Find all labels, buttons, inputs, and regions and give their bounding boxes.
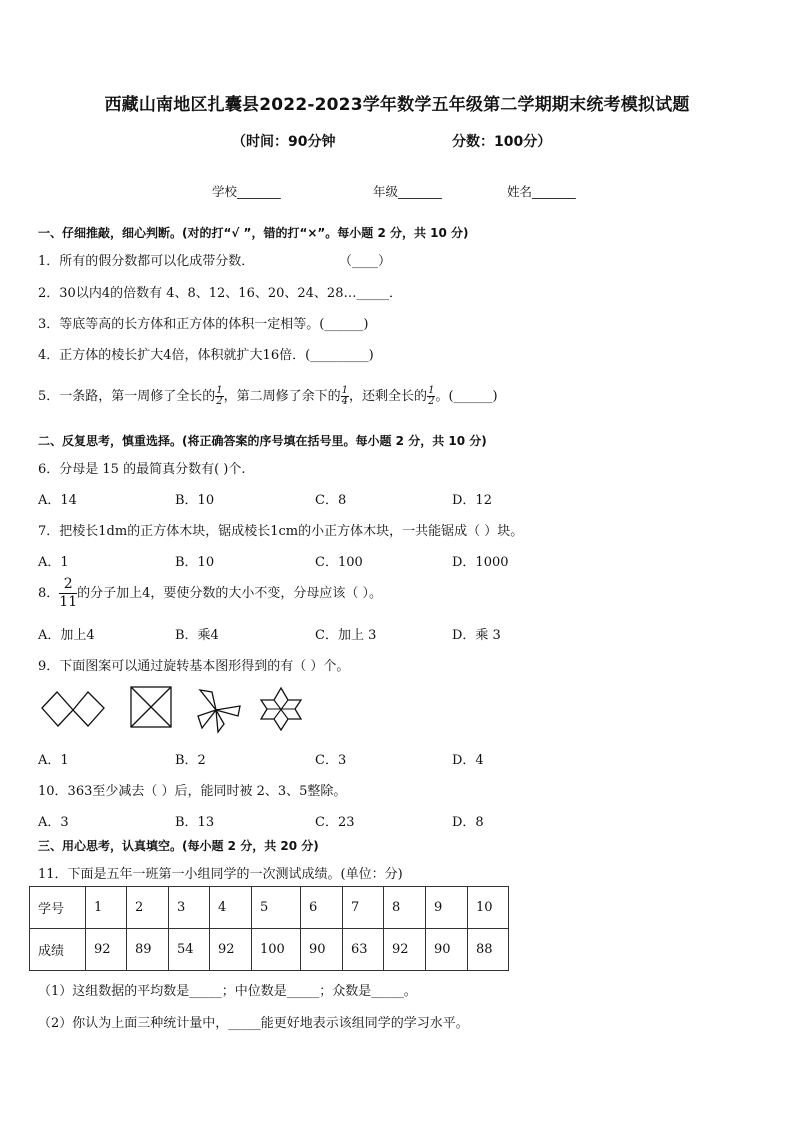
exam-time: （时间：90分钟: [232, 134, 336, 150]
table-cell: 92: [210, 929, 252, 971]
table-cell: 54: [169, 929, 210, 971]
school-field: 学校_______: [212, 184, 281, 199]
q7-option-c: C．100: [315, 555, 363, 570]
fraction-numerator: 2: [59, 576, 77, 594]
table-cell: 63: [343, 929, 384, 971]
section-2-heading: 二、反复思考，慎重选择。(将正确答案的序号填在括号里。每小题 2 分，共 10 分): [38, 434, 487, 448]
fraction-denominator: 11: [59, 594, 78, 610]
q7-option-b: B．10: [175, 555, 215, 570]
question-4: 4．正方体的棱长扩大4倍，体积就扩大16倍．(_________): [38, 348, 374, 363]
table-cell: 8: [384, 887, 426, 929]
question-10: 10．363至少减去（ ）后，能同时被 2、3、5整除。: [38, 784, 347, 799]
fraction-denominator: 2: [216, 396, 223, 407]
fraction: [215, 386, 223, 407]
question-2: 2．30以内4的倍数有 4、8、12、16、20、24、28…_____．: [38, 286, 402, 301]
question-11-part-1: （1）这组数据的平均数是_____；中位数是_____；众数是_____。: [38, 984, 417, 999]
fraction: [59, 576, 77, 611]
fraction: [341, 386, 349, 407]
table-cell: 10: [468, 887, 509, 929]
question-9: 9．下面图案可以通过旋转基本图形得到的有（ ）个。: [38, 659, 350, 674]
grade-field: 年级_______: [373, 184, 442, 199]
table-row: [30, 887, 509, 929]
question-8-prefix: 8．: [38, 586, 60, 601]
question-6: 6．分母是 15 的最简真分数有( )个.: [38, 462, 246, 477]
question-1-blank: （____）: [339, 254, 392, 269]
q6-option-a: A．14: [38, 493, 77, 508]
q10-option-b: B．13: [175, 815, 215, 830]
q10-option-d: D．8: [452, 815, 484, 830]
question-7: 7．把棱长1dm的正方体木块，锯成棱长1cm的小正方体木块，一共能锯成（ ）块。: [38, 524, 524, 539]
q10-option-a: A．3: [38, 815, 69, 830]
section-3-heading: 三、用心思考，认真填空。(每小题 2 分，共 20 分): [38, 839, 319, 853]
table-cell: 1: [86, 887, 127, 929]
table-cell: 3: [169, 887, 210, 929]
section-1-heading: 一、仔细推敲，细心判断。(对的打“√ ”，错的打“×”。每小题 2 分，共 10 分): [38, 226, 469, 240]
table-cell: 90: [426, 929, 468, 971]
figure-six-point-star: [258, 686, 304, 732]
q7-option-a: A．1: [38, 555, 69, 570]
fraction-numerator: 1: [341, 385, 349, 396]
q8-option-b: B．乘4: [175, 628, 219, 643]
q9-option-c: C．3: [315, 753, 347, 768]
question-5-part-d: 。(______): [435, 389, 498, 404]
table-row: [30, 929, 509, 971]
q10-option-c: C．23: [315, 815, 355, 830]
table-cell: 2: [127, 887, 169, 929]
table-cell: 90: [301, 929, 343, 971]
score-table: [29, 886, 509, 971]
q9-option-a: A．1: [38, 753, 69, 768]
page-title: 西藏山南地区扎囊县2022-2023学年数学五年级第二学期期末统考模拟试题: [104, 95, 690, 115]
q9-option-b: B．2: [175, 753, 206, 768]
figure-pinwheel: [194, 686, 244, 734]
exam-score: 分数：100分）: [452, 134, 552, 150]
fraction-denominator: 4: [341, 396, 349, 407]
question-3: 3．等底等高的长方体和正方体的体积一定相等。(______): [38, 317, 369, 332]
q6-option-b: B．10: [175, 493, 215, 508]
question-8: [38, 576, 382, 611]
table-cell: 89: [127, 929, 169, 971]
question-11: 11．下面是五年一班第一小组同学的一次测试成绩。(单位：分): [38, 867, 403, 882]
figure-two-squares: [40, 686, 106, 730]
q6-option-d: D．12: [452, 493, 492, 508]
table-cell: 5: [252, 887, 301, 929]
fraction-numerator: 1: [428, 385, 435, 396]
q8-option-a: A．加上4: [38, 628, 95, 643]
table-cell: 100: [252, 929, 301, 971]
table-cell: 4: [210, 887, 252, 929]
table-cell: 9: [426, 887, 468, 929]
question-5: [38, 385, 498, 407]
table-cell: 88: [468, 929, 509, 971]
table-cell: 92: [86, 929, 127, 971]
q8-option-d: D．乘 3: [452, 628, 501, 643]
fraction-numerator: 1: [216, 385, 223, 396]
name-field: 姓名_______: [507, 184, 576, 199]
question-1: 1．所有的假分数都可以化成带分数．: [38, 254, 255, 269]
figure-square-diagonals: [130, 686, 172, 728]
q7-option-d: D．1000: [452, 555, 509, 570]
question-5-part-b: ，第二周修了余下的: [223, 389, 341, 404]
table-cell: 6: [301, 887, 343, 929]
table-cell: 学号: [30, 887, 86, 929]
q8-option-c: C．加上 3: [315, 628, 377, 643]
table-cell: 7: [343, 887, 384, 929]
question-5-part-a: 5．一条路，第一周修了全长的: [38, 389, 216, 404]
question-11-part-2: （2）你认为上面三种统计量中，_____能更好地表示该组同学的学习水平。: [38, 1016, 469, 1031]
table-cell: 成绩: [30, 929, 86, 971]
question-5-part-c: ，还剩全长的: [349, 389, 428, 404]
question-8-text: 的分子加上4，要使分数的大小不变，分母应该（ ）。: [77, 586, 383, 601]
fraction-denominator: 2: [428, 396, 435, 407]
table-cell: 92: [384, 929, 426, 971]
q6-option-c: C．8: [315, 493, 347, 508]
q9-option-d: D．4: [452, 753, 484, 768]
